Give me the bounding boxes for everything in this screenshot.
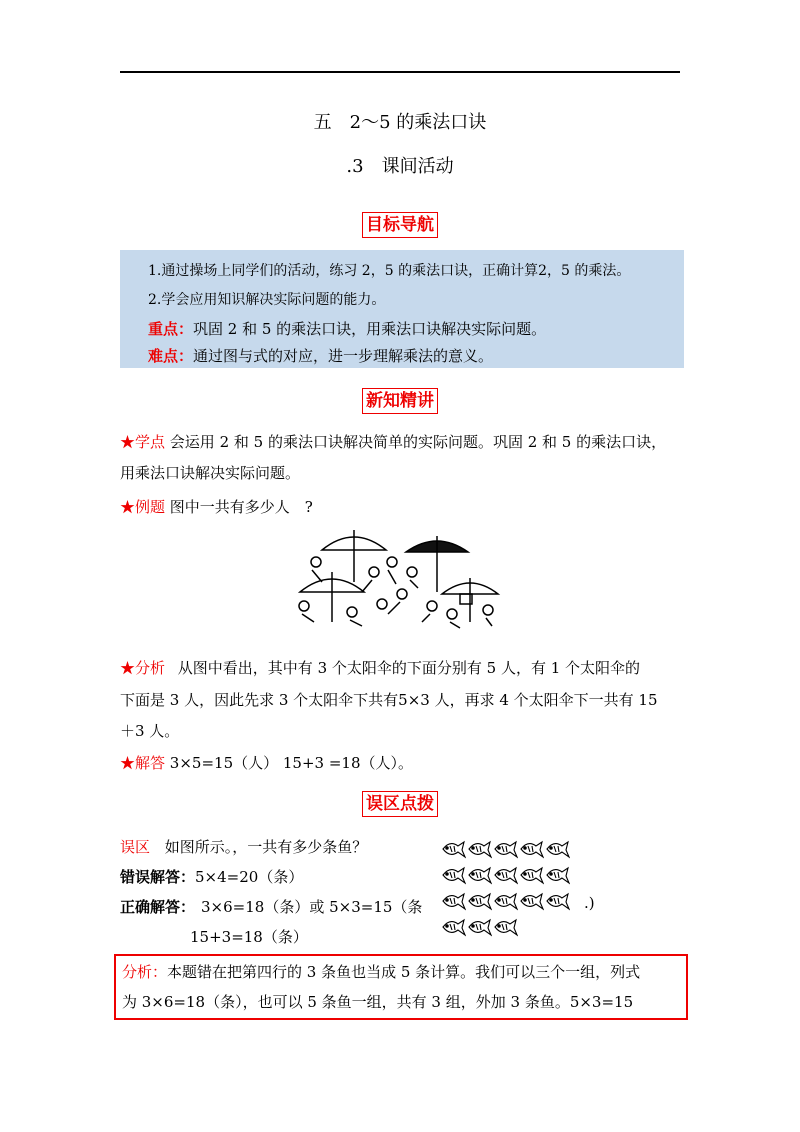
box-line-1	[122, 961, 640, 982]
mistake-heading-wrap	[0, 791, 800, 817]
right-text-1: 3×6=18（条）或 5×3=15（条	[201, 898, 423, 916]
fish-icon	[466, 838, 492, 860]
mistake-question: 如图所示。，一共有多少条鱼？	[164, 838, 368, 856]
goal-line-2: 2.学会应用知识解决实际问题的能力。	[148, 292, 386, 308]
goal-difficulty-line	[148, 345, 493, 366]
box-analysis-text-2: 为 3×6=18（条），也可以 5 条鱼一组，共有 3 组，外加 3 条鱼。5×3=15	[122, 993, 634, 1011]
lesson-title: .3 课间活动	[346, 156, 454, 177]
fish-icon	[544, 838, 570, 860]
analysis-line-1	[120, 657, 640, 678]
answer-label: ★解答	[120, 754, 166, 772]
umbrella-illustration	[292, 522, 502, 632]
fish-icon	[518, 838, 544, 860]
fish-icon	[492, 890, 518, 912]
goals-box	[120, 250, 684, 368]
fish-row	[440, 838, 570, 864]
fish-icon	[492, 838, 518, 860]
goals-heading: 目标导航	[362, 212, 438, 238]
learning-point-line-1	[120, 431, 666, 452]
analysis-box	[114, 954, 688, 1020]
goals-heading-wrap	[0, 212, 800, 238]
fish-icon	[544, 864, 570, 886]
answer-line	[120, 752, 413, 773]
example-line	[120, 496, 313, 517]
fish-icon	[492, 864, 518, 886]
fish-icon	[440, 864, 466, 886]
right-label: 正确解答：	[120, 898, 196, 916]
fish-icon	[466, 864, 492, 886]
box-analysis-text-1: 本题错在把第四行的 3 条鱼也当成 5 条计算。我们可以三个一组，列式	[167, 963, 641, 981]
fish-icon	[440, 916, 466, 938]
goal-key-line	[148, 318, 546, 339]
difficulty-text: 通过图与式的对应，进一步理解乘法的意义。	[193, 347, 494, 365]
right-text-2: 15+3=18（条）	[190, 928, 308, 946]
header-rule	[120, 71, 680, 73]
fish-icon	[466, 916, 492, 938]
right-answer-line	[120, 896, 422, 917]
wrong-label: 错误解答：	[120, 868, 196, 886]
key-label: 重点：	[148, 320, 194, 338]
fish-icon	[518, 864, 544, 886]
fish-row	[440, 864, 570, 890]
mistake-question-line	[120, 836, 367, 857]
fish-grid	[440, 838, 570, 942]
fish-icon	[518, 890, 544, 912]
answer-text: 3×5=15（人） 15+3 =18（人）。	[169, 754, 413, 772]
analysis-text-3: ＋3 人。	[120, 722, 180, 740]
fish-marks: .)	[584, 894, 595, 912]
key-text: 巩固 2 和 5 的乘法口诀，用乘法口诀解决实际问题。	[193, 320, 547, 338]
example-text: 图中一共有多少人 ?	[169, 498, 313, 516]
fish-icon	[466, 890, 492, 912]
wrong-answer-line	[120, 866, 303, 887]
analysis-label: ★分析	[120, 659, 166, 677]
fish-icon	[440, 890, 466, 912]
example-label: ★例题	[120, 498, 166, 516]
fish-row	[440, 916, 570, 942]
new-knowledge-heading: 新知精讲	[362, 388, 438, 414]
goal-line-1: 1.通过操场上同学们的活动，练习 2，5 的乘法口诀，正确计算2，5 的乘法。	[148, 263, 631, 279]
wrong-text: 5×4=20（条）	[195, 868, 304, 886]
difficulty-label: 难点：	[148, 347, 194, 365]
box-analysis-label: 分析：	[122, 963, 168, 981]
mistake-heading: 误区点拨	[362, 791, 438, 817]
fish-icon	[492, 916, 518, 938]
unit-title: 五 2～5 的乘法口诀	[313, 112, 487, 133]
fish-icon	[544, 890, 570, 912]
learning-point-text-2: 用乘法口诀解决实际问题。	[120, 464, 301, 482]
learning-point-label: ★学点	[120, 433, 166, 451]
fish-row	[440, 890, 570, 916]
fish-icon	[440, 838, 466, 860]
new-knowledge-heading-wrap	[0, 388, 800, 414]
analysis-text-1: 从图中看出，其中有 3 个太阳伞的下面分别有 5 人，有 1 个太阳伞的	[177, 659, 641, 677]
mistake-label: 误区	[120, 838, 151, 856]
analysis-text-2: 下面是 3 人，因此先求 3 个太阳伞下共有5×3 人，再求 4 个太阳伞下一共有 15	[120, 691, 658, 709]
learning-point-text-1: 会运用 2 和 5 的乘法口诀解决简单的实际问题。巩固 2 和 5 的乘法口诀，	[169, 433, 667, 451]
